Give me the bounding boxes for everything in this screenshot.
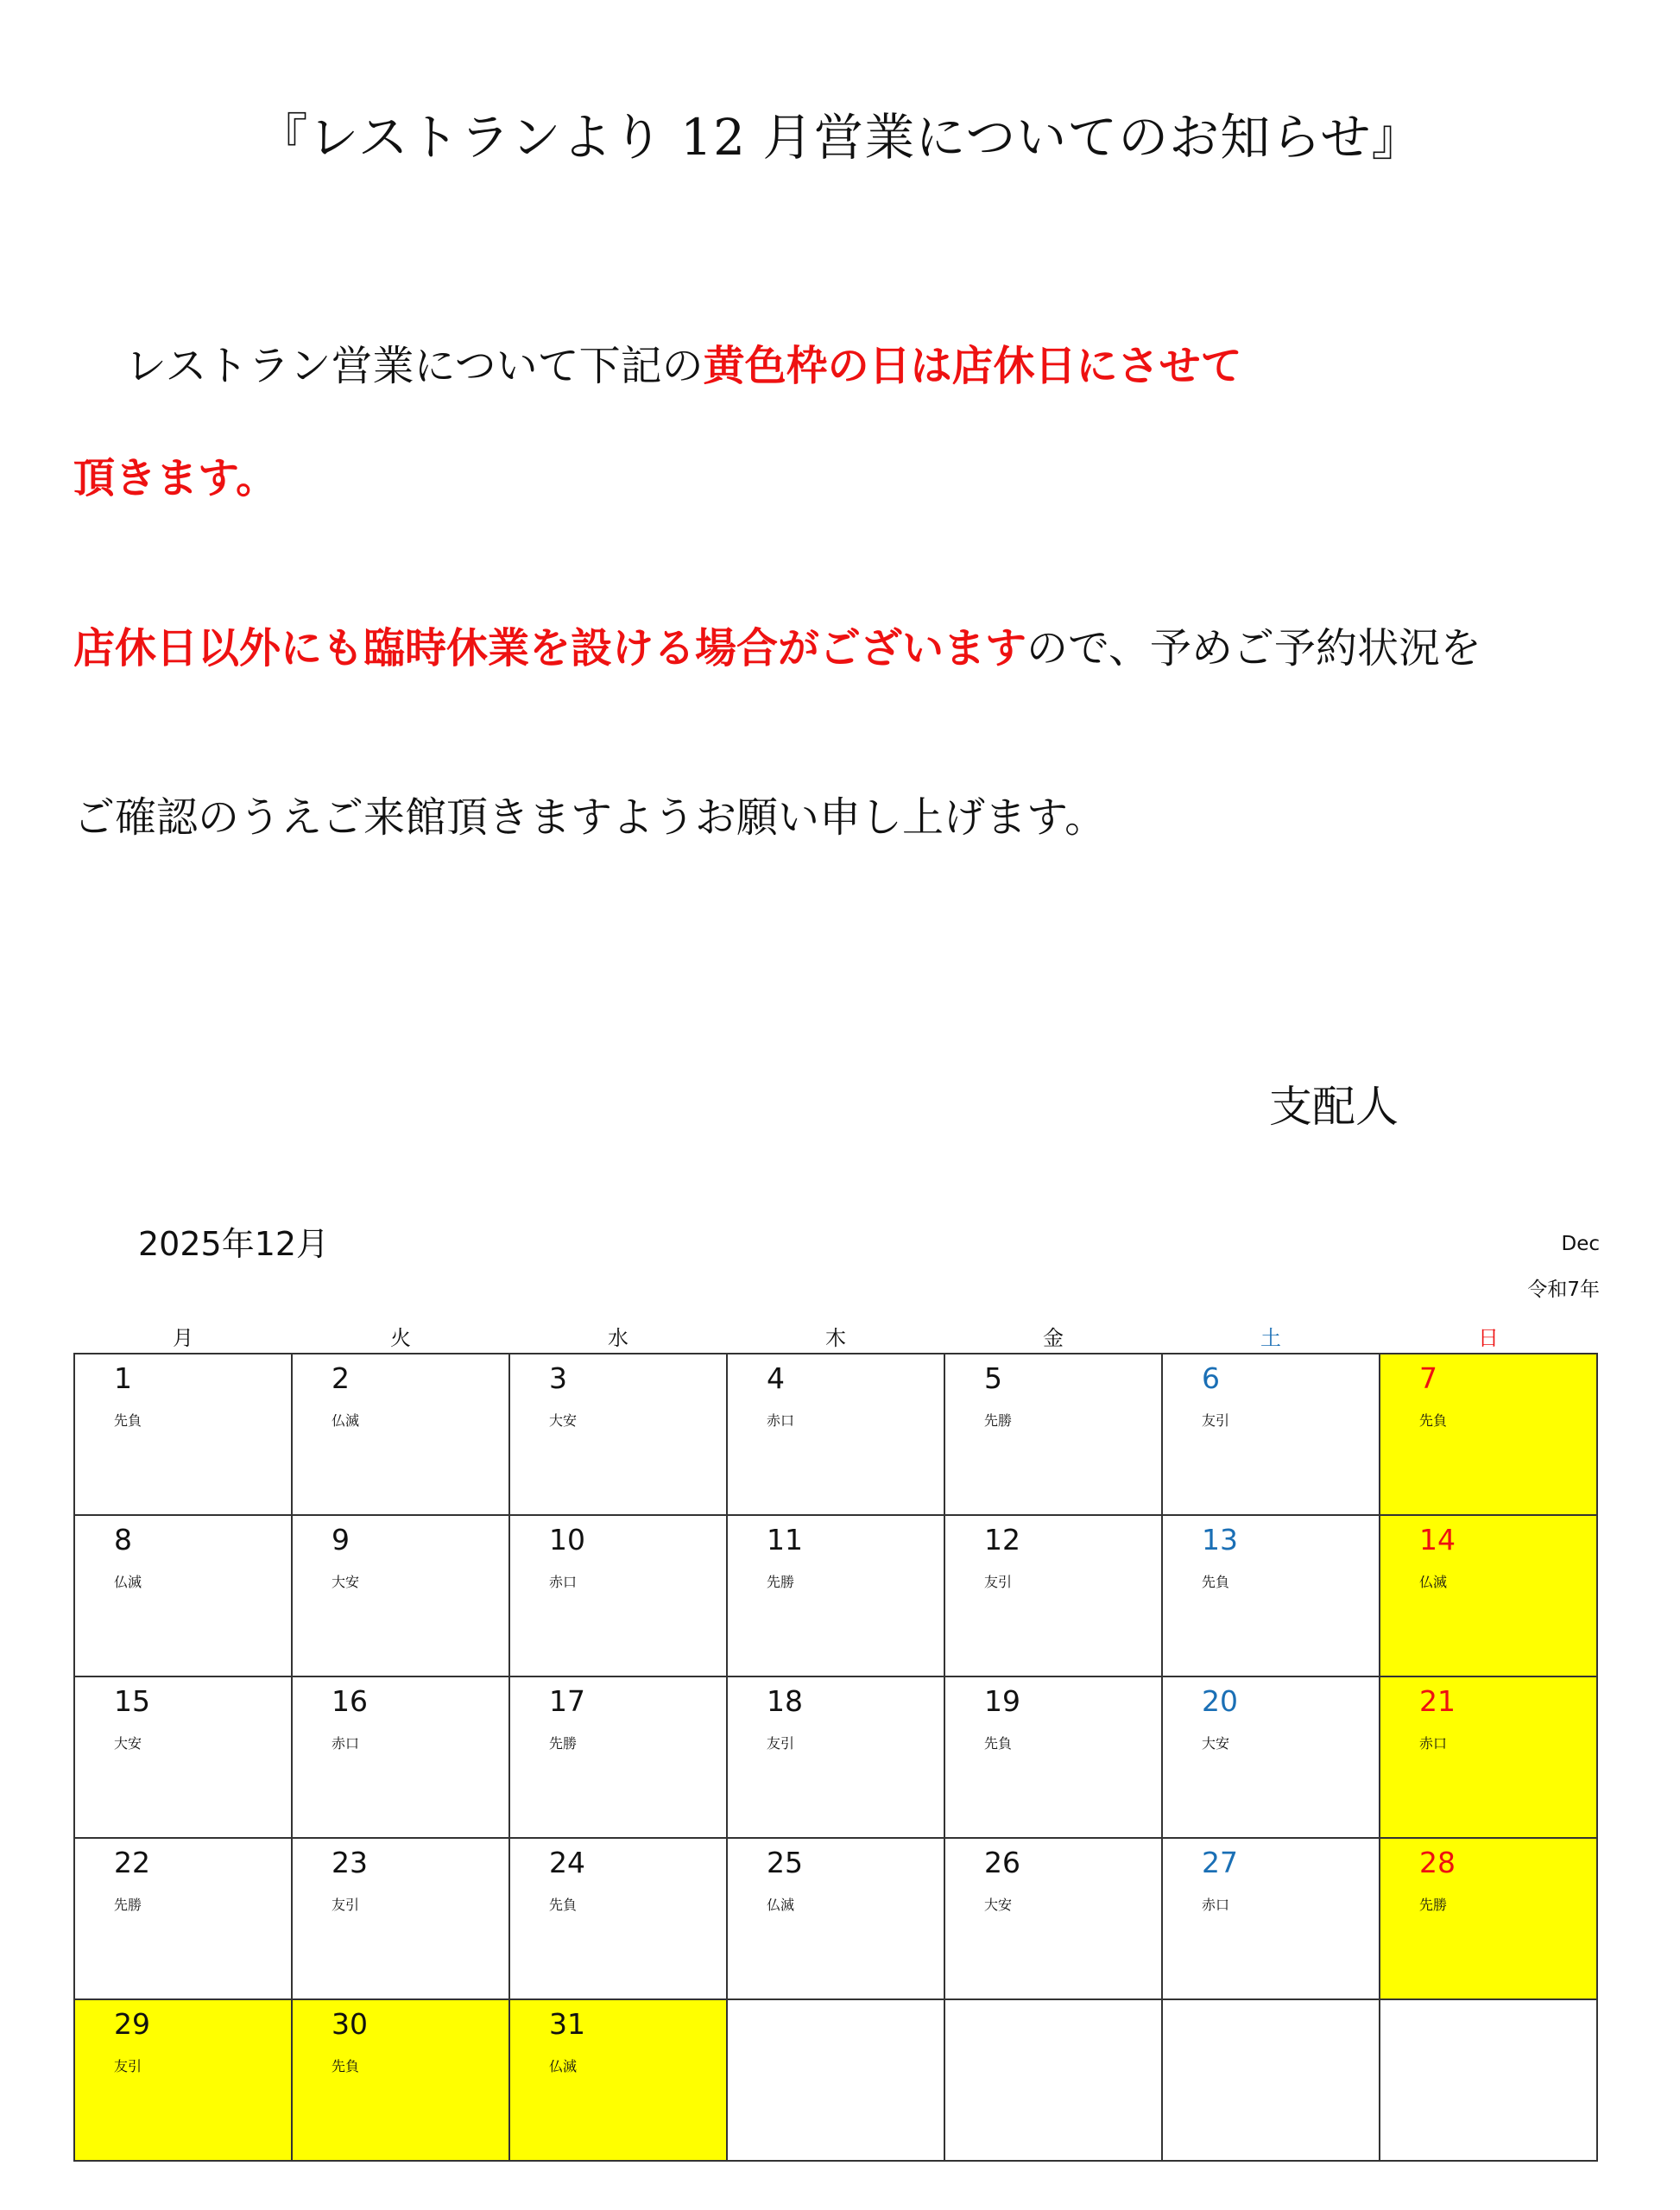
calendar-day-cell <box>945 1677 1163 1839</box>
calendar-day-cell <box>1163 1354 1380 1516</box>
day-number: 11 <box>767 1523 803 1556</box>
calendar-day-cell <box>728 1677 945 1839</box>
weekday-sat: 土 <box>1260 1326 1281 1350</box>
day-number: 24 <box>549 1846 585 1879</box>
day-number: 15 <box>114 1684 150 1718</box>
rokuyo-label: 仏滅 <box>332 1412 360 1429</box>
rokuyo-label: 赤口 <box>1419 1735 1448 1752</box>
rokuyo-label: 先勝 <box>984 1412 1013 1429</box>
calendar-day-cell <box>75 1516 293 1677</box>
calendar-day-cell <box>510 1516 728 1677</box>
calendar-day-cell <box>945 1354 1163 1516</box>
day-number: 28 <box>1419 1846 1456 1879</box>
day-number: 9 <box>332 1523 350 1556</box>
rokuyo-label: 仏滅 <box>1419 1574 1448 1590</box>
rokuyo-label: 仏滅 <box>767 1897 795 1913</box>
weekday-sun: 日 <box>1478 1326 1499 1350</box>
calendar-day-cell <box>75 1354 293 1516</box>
calendar-era-year: 令和7年 <box>1527 1279 1600 1301</box>
calendar-day-cell <box>75 1839 293 2000</box>
day-number: 6 <box>1202 1361 1220 1395</box>
rokuyo-label: 先勝 <box>549 1735 578 1752</box>
rokuyo-label: 大安 <box>984 1897 1013 1913</box>
day-number: 7 <box>1419 1361 1437 1395</box>
rokuyo-label: 赤口 <box>767 1412 795 1429</box>
line3-text: ので、予めご予約状況を <box>1026 624 1482 672</box>
rokuyo-label: 先負 <box>332 2058 360 2074</box>
rokuyo-label: 先勝 <box>767 1574 795 1590</box>
day-number: 29 <box>114 2007 150 2041</box>
line4-text: ご確認のうえご来館頂きますようお願い申し上げます。 <box>73 793 1107 842</box>
calendar-day-cell <box>728 1516 945 1677</box>
day-number: 14 <box>1419 1523 1456 1556</box>
rokuyo-label: 先負 <box>1202 1574 1230 1590</box>
rokuyo-label: 先勝 <box>1419 1897 1448 1913</box>
paragraph-line-3 <box>73 615 1481 674</box>
calendar-day-cell <box>1380 1354 1598 1516</box>
day-number: 4 <box>767 1361 785 1395</box>
day-number: 10 <box>549 1523 585 1556</box>
day-number: 12 <box>984 1523 1020 1556</box>
calendar-day-cell <box>728 2000 945 2162</box>
calendar-day-cell <box>1163 2000 1380 2162</box>
day-number: 30 <box>332 2007 368 2041</box>
day-number: 16 <box>332 1684 368 1718</box>
rokuyo-label: 先負 <box>1419 1412 1448 1429</box>
calendar-day-cell <box>293 1354 510 1516</box>
notice-title: 『レストランより 12 月営業についてのお知らせ』 <box>257 108 1423 167</box>
calendar-english-month: Dec <box>1561 1233 1600 1255</box>
rokuyo-label: 友引 <box>1202 1412 1230 1429</box>
signature: 支配人 <box>1269 1082 1399 1132</box>
rokuyo-label: 赤口 <box>1202 1897 1230 1913</box>
day-number: 31 <box>549 2007 585 2041</box>
calendar-day-cell <box>510 1354 728 1516</box>
calendar-day-cell <box>945 1516 1163 1677</box>
calendar-day-cell <box>1380 2000 1598 2162</box>
calendar-day-cell <box>293 1677 510 1839</box>
calendar-day-cell <box>1163 1677 1380 1839</box>
rokuyo-label: 先負 <box>984 1735 1013 1752</box>
calendar-grid <box>73 1353 1598 2162</box>
weekday-mon: 月 <box>173 1326 193 1350</box>
rokuyo-label: 赤口 <box>549 1574 578 1590</box>
rokuyo-label: 友引 <box>767 1735 795 1752</box>
calendar-day-cell <box>75 1677 293 1839</box>
rokuyo-label: 大安 <box>1202 1735 1230 1752</box>
rokuyo-label: 先勝 <box>114 1897 142 1913</box>
rokuyo-label: 仏滅 <box>114 1574 142 1590</box>
paragraph-line-2 <box>73 445 277 504</box>
calendar-day-cell <box>293 1516 510 1677</box>
rokuyo-label: 大安 <box>549 1412 578 1429</box>
rokuyo-label: 先負 <box>549 1897 578 1913</box>
day-number: 18 <box>767 1684 803 1718</box>
day-number: 8 <box>114 1523 132 1556</box>
rokuyo-label: 友引 <box>332 1897 360 1913</box>
calendar-day-cell <box>1380 1677 1598 1839</box>
calendar-day-cell <box>510 1677 728 1839</box>
rokuyo-label: 友引 <box>984 1574 1013 1590</box>
rokuyo-label: 仏滅 <box>549 2058 578 2074</box>
day-number: 21 <box>1419 1684 1456 1718</box>
weekday-tue: 火 <box>390 1326 411 1350</box>
calendar-day-cell <box>293 1839 510 2000</box>
day-number: 23 <box>332 1846 368 1879</box>
calendar-day-cell <box>1380 1516 1598 1677</box>
rokuyo-label: 友引 <box>114 2058 142 2074</box>
calendar-day-cell <box>510 1839 728 2000</box>
paragraph-line-4 <box>73 784 1106 843</box>
day-number: 19 <box>984 1684 1020 1718</box>
weekday-thu: 木 <box>825 1326 846 1350</box>
rokuyo-label: 赤口 <box>332 1735 360 1752</box>
day-number: 13 <box>1202 1523 1238 1556</box>
closed-days-notice-end: 頂きます。 <box>73 454 278 502</box>
day-number: 27 <box>1202 1846 1238 1879</box>
line1-text: レストラン営業について下記の <box>125 342 704 390</box>
calendar-day-cell <box>293 2000 510 2162</box>
day-number: 22 <box>114 1846 150 1879</box>
day-number: 26 <box>984 1846 1020 1879</box>
temporary-closure-notice: 店休日以外にも臨時休業を設ける場合がございます <box>73 624 1027 672</box>
day-number: 5 <box>984 1361 1002 1395</box>
day-number: 17 <box>549 1684 585 1718</box>
calendar-title: 2025年12月 <box>138 1225 330 1263</box>
rokuyo-label: 大安 <box>114 1735 142 1752</box>
closed-days-notice: 黄色枠の日は店休日にさせて <box>703 342 1242 390</box>
day-number: 2 <box>332 1361 350 1395</box>
calendar-day-cell <box>510 2000 728 2162</box>
rokuyo-label: 大安 <box>332 1574 360 1590</box>
day-number: 1 <box>114 1361 132 1395</box>
calendar-day-cell <box>75 2000 293 2162</box>
calendar-day-cell <box>1163 1516 1380 1677</box>
calendar-day-cell <box>945 1839 1163 2000</box>
calendar-day-cell <box>728 1839 945 2000</box>
day-number: 25 <box>767 1846 803 1879</box>
day-number: 3 <box>549 1361 567 1395</box>
rokuyo-label: 先負 <box>114 1412 142 1429</box>
calendar-day-cell <box>1163 1839 1380 2000</box>
weekday-fri: 金 <box>1043 1326 1064 1350</box>
weekday-wed: 水 <box>608 1326 628 1350</box>
calendar-day-cell <box>728 1354 945 1516</box>
paragraph-line-1 <box>125 332 1242 392</box>
calendar-day-cell <box>945 2000 1163 2162</box>
weekday-header <box>74 1321 1597 1351</box>
calendar-day-cell <box>1380 1839 1598 2000</box>
day-number: 20 <box>1202 1684 1238 1718</box>
